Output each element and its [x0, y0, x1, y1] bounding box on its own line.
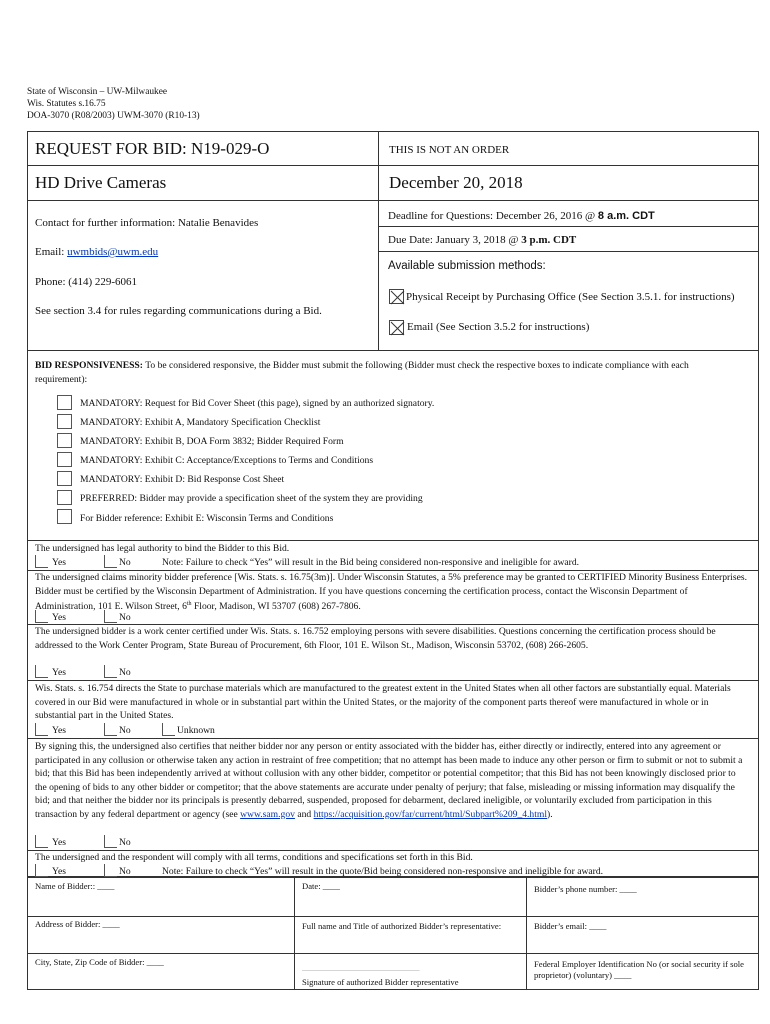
bidder-name-field[interactable]: Name of Bidder:: ____ [35, 881, 115, 891]
cert-divider-4 [27, 738, 759, 739]
communication-rules-note: See section 3.4 for rules regarding communications during a Bid. [35, 305, 322, 317]
method-email: Email (See Section 3.5.2 for instructions) [407, 321, 590, 333]
due-label: Due Date: January 3, 2018 @ [388, 234, 522, 246]
req-item: MANDATORY: Exhibit C: Acceptance/Exceptions to Terms and Conditions [80, 455, 374, 466]
deadline-questions [388, 210, 655, 222]
req-item: MANDATORY: Exhibit B, DOA Form 3832; Bidder Required Form [80, 436, 344, 447]
header-line-1: State of Wisconsin – UW-Milwaukee [27, 87, 168, 97]
comply-statement: The undersigned and the respondent will comply with all terms, conditions and specifications set forth in this Bid. [35, 852, 473, 863]
yes-label: Yes [52, 837, 66, 848]
due-date [388, 234, 576, 246]
non-collusion-statement [35, 740, 747, 821]
deadline-label: Deadline for Questions: December 26, 2016 @ [388, 210, 598, 222]
bid-info-divider [378, 131, 379, 351]
email-line [35, 246, 158, 258]
not-order-notice: THIS IS NOT AN ORDER [389, 144, 510, 156]
yes-label: Yes [52, 612, 66, 623]
req-checkbox-cover-sheet[interactable] [57, 395, 72, 410]
sig-col-divider-2 [526, 877, 527, 990]
failure-note: Note: Failure to check “Yes” will result in the Bid being considered non-responsive and ineligible for award. [162, 557, 580, 568]
collusion-text: By signing this, the undersigned also certifies that neither bidder nor any person or entity associated with the bidder has, either directly or indirectly, entered into any agreement or participated in any collusion or otherwise taken any action in restraint of free competition; that no attempt has been made to induce any other person or firm to submit or not to submit a bid; that this Bid has been independently arrived at without collusion with any other bidder, competitor or potential competitor; that this Bid has not been knowingly disclosed prior to the opening of bids to any other bidder or competitor; that the above statements are accurate under penalty of perjury; that false, misleading or missing information may disqualify the bid; and that neither the bidder nor its principals is presently debarred, suspended, proposed for debarment, declared ineligible, or voluntarily excluded from participation in this transaction by any federal department or agency (see [35, 741, 743, 820]
yes-label: Yes [52, 725, 66, 736]
collusion-no-checkbox[interactable] [104, 835, 117, 848]
check-x-icon [390, 321, 405, 336]
minority-text: The undersigned claims minority bidder preference [Wis. Stats. s. 16.75(3m)]. Under Wisconsin Statutes, a 5% preference may be granted to CERTIFIED Minority Business Enterprises. Bidder must be certified by the Wisconsin Department of Administration. If you have questions concerning the certification process, contact the Wisconsin Department of Administration, 101 E. Wilson Street, 6 [35, 572, 747, 613]
email-submission-checkbox[interactable] [389, 320, 404, 335]
bidder-address-field[interactable]: Address of Bidder: ____ [35, 919, 120, 929]
authority-statement: The undersigned has legal authority to bind the Bidder to this Bid. [35, 543, 290, 554]
contact-email-link[interactable]: uwmbids@uwm.edu [67, 246, 159, 258]
req-item: MANDATORY: Request for Bid Cover Sheet (this page), signed by an authorized signatory. [80, 398, 435, 409]
sig-row-divider-2 [27, 953, 759, 954]
comply-yes-checkbox[interactable] [35, 864, 48, 877]
no-label: No [119, 667, 131, 678]
req-item: MANDATORY: Exhibit D: Bid Response Cost Sheet [80, 474, 285, 485]
no-label: No [119, 866, 131, 877]
method-physical: Physical Receipt by Purchasing Office (See Section 3.5.1. for instructions) [406, 291, 735, 303]
no-label: No [119, 725, 131, 736]
req-item: MANDATORY: Exhibit A, Mandatory Specification Checklist [80, 417, 321, 428]
deadline-divider [378, 226, 759, 227]
signature-line[interactable]: _______________________________________________ [302, 967, 420, 972]
sig-row-divider-1 [27, 916, 759, 917]
minority-address: Floor, Madison, WI 53707 (608) 267-7806. [191, 601, 361, 613]
usmade-yes-checkbox[interactable] [35, 723, 48, 736]
failure-note: Note: Failure to check “Yes” will result in the quote/Bid being considered non-responsive and ineligible for award. [162, 866, 604, 877]
req-checkbox-spec-sheet[interactable] [57, 490, 72, 505]
responsiveness-text: To be considered responsive, the Bidder must submit the following (Bidder must check the respective boxes to indicate compliance with each requirement): [35, 360, 689, 385]
usmade-unknown-checkbox[interactable] [162, 723, 175, 736]
yes-label: Yes [52, 667, 66, 678]
rfb-title: REQUEST FOR BID: N19-029-O [35, 139, 270, 158]
minority-no-checkbox[interactable] [104, 610, 117, 623]
representative-name-field[interactable]: Full name and Title of authorized Bidder’s representative: [302, 921, 502, 931]
due-time: 3 p.m. CDT [521, 234, 577, 246]
minority-yes-checkbox[interactable] [35, 610, 48, 623]
fein-field[interactable]: Federal Employer Identification No (or social security if sole proprietor) (voluntary) ____ [534, 959, 745, 980]
unknown-label: Unknown [177, 725, 215, 736]
req-checkbox-exhibit-d[interactable] [57, 471, 72, 486]
signature-label: Signature of authorized Bidder representative [302, 977, 459, 987]
bidder-phone-field[interactable]: Bidder’s phone number: ____ [534, 884, 637, 894]
yes-label: Yes [52, 866, 66, 877]
req-checkbox-exhibit-a[interactable] [57, 414, 72, 429]
form-header [27, 86, 200, 122]
authority-yes-checkbox[interactable] [35, 555, 48, 568]
submission-methods-label: Available submission methods: [388, 260, 546, 272]
us-manufacture-statement: Wis. Stats. s. 16.754 directs the State to purchase materials which are manufactured to the greatest extent in the United States when all other factors are substantially equal. Materials covered in our Bid were manufactured in whole or in substantial part within the United States, or the majority of the component parts thereof were manufactured in whole or in substantial part in the United States. [35, 683, 731, 721]
row-divider-1 [27, 165, 759, 166]
header-line-3: DOA-3070 (R08/2003) UWM-3070 (R10-13) [27, 111, 200, 121]
minority-ordinal: th [186, 601, 192, 607]
city-state-zip-field[interactable]: City, State, Zip Code of Bidder: ____ [35, 957, 164, 967]
req-item: PREFERRED: Bidder may provide a specification sheet of the system they are providing [80, 493, 423, 504]
cert-divider-3 [27, 680, 759, 681]
responsiveness-intro [35, 359, 725, 386]
usmade-no-checkbox[interactable] [104, 723, 117, 736]
row-divider-2 [27, 200, 759, 201]
no-label: No [119, 612, 131, 623]
far-subpart-link[interactable]: https://acquisition.gov/far/current/html/Subpart%209_4.html [313, 808, 547, 820]
minority-preference-statement [35, 571, 747, 614]
deadline-time: 8 a.m. CDT [597, 210, 655, 222]
yes-label: Yes [52, 557, 66, 568]
no-label: No [119, 557, 131, 568]
sig-col-divider-1 [294, 877, 295, 990]
req-item: For Bidder reference: Exhibit E: Wisconsin Terms and Conditions [80, 513, 334, 524]
workcenter-yes-checkbox[interactable] [35, 665, 48, 678]
email-label: Email: [35, 246, 68, 258]
due-divider [378, 251, 759, 252]
collusion-yes-checkbox[interactable] [35, 835, 48, 848]
req-checkbox-exhibit-e[interactable] [57, 509, 72, 524]
bid-date: December 20, 2018 [389, 173, 523, 192]
responsiveness-heading: BID RESPONSIVENESS: [35, 360, 143, 371]
collusion-and: and [294, 808, 314, 820]
item-title: HD Drive Cameras [35, 173, 167, 192]
no-label: No [119, 837, 131, 848]
collusion-end: ). [547, 808, 553, 820]
req-checkbox-exhibit-c[interactable] [57, 452, 72, 467]
work-center-statement: The undersigned bidder is a work center certified under Wis. Stats. s. 16.752 employing persons with severe disabilities. Questions concerning the certification process should be addressed to the Work Center Program, State Bureau of Procurement, 6th Floor, 101 E. Wilson St., Madison, Wisconsin 53702, (608) 266-2605. [35, 626, 716, 651]
comply-no-checkbox[interactable] [104, 864, 117, 877]
authority-no-checkbox[interactable] [104, 555, 117, 568]
contact-phone: Phone: (414) 229-6061 [35, 276, 138, 288]
header-line-2: Wis. Statutes s.16.75 [27, 99, 106, 109]
workcenter-no-checkbox[interactable] [104, 665, 117, 678]
req-checkbox-exhibit-b[interactable] [57, 433, 72, 448]
date-field[interactable]: Date: ____ [302, 881, 340, 891]
bidder-email-field[interactable]: Bidder’s email: ____ [534, 921, 607, 931]
contact-info: Contact for further information: Natalie Benavides [35, 217, 259, 229]
sam-gov-link[interactable]: www.sam.gov [240, 808, 295, 820]
